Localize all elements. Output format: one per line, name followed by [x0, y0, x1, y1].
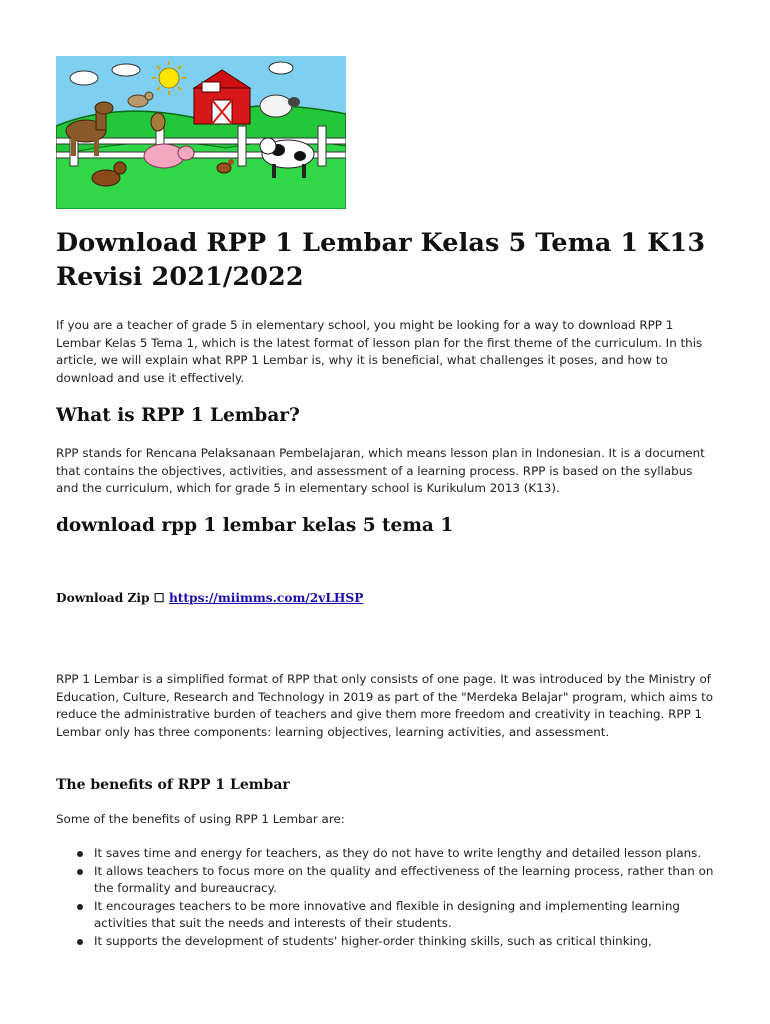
farm-scene-svg — [56, 56, 346, 209]
section-download-paragraph: RPP 1 Lembar is a simplified format of RPP that only consists of one page. It was introduced by the Ministry of Education, Culture, Research and Technology in 2019 as part of the "Merdeka Belajar" program, which aims to reduce the administrative burden of teachers and give them more freedom and creativity in teaching. RPP 1 Lembar only has three components: learning objectives, learning activities, and assessment. — [56, 672, 714, 739]
list-item: It allows teachers to focus more on the quality and effectiveness of the learning process, rather than on the formality and bureaucracy. — [56, 863, 716, 898]
bullet-icon — [77, 869, 83, 875]
intro-paragraph: If you are a teacher of grade 5 in elementary school, you might be looking for a way to download RPP 1 Lembar Kelas 5 Tema 1, which is the latest format of lesson plan for the first theme of the curriculum. In this article, we will explain what RPP 1 Lembar is, why it is beneficial, what challenges it poses, and how to download and use it effectively. — [56, 318, 703, 385]
download-line — [56, 589, 363, 607]
owl-icon — [151, 113, 165, 131]
section-heading-download: download rpp 1 lembar kelas 5 tema 1 — [56, 515, 454, 536]
list-item: It supports the development of students' higher-order thinking skills, such as critical thinking, — [56, 933, 716, 951]
section-heading-what-is: What is RPP 1 Lembar? — [56, 405, 300, 426]
bullet-icon — [77, 851, 83, 857]
list-item: It saves time and energy for teachers, as they do not have to write lengthy and detailed lesson plans. — [56, 845, 716, 863]
benefits-list — [56, 845, 716, 951]
farm-illustration — [56, 56, 346, 209]
section-heading-benefits: The benefits of RPP 1 Lembar — [56, 777, 290, 793]
download-link[interactable]: https://miimms.com/2vLHSP — [168, 591, 364, 605]
download-label: Download Zip ☐ — [56, 591, 169, 605]
list-item: It encourages teachers to be more innovative and flexible in designing and implementing learning activities that suit the needs and interests of their students. — [56, 898, 716, 933]
article-title: Download RPP 1 Lembar Kelas 5 Tema 1 K13 Revisi 2021/2022 — [56, 228, 706, 292]
bullet-icon — [77, 904, 83, 910]
bullet-icon — [77, 939, 83, 945]
benefits-intro: Some of the benefits of using RPP 1 Lembar are: — [56, 812, 345, 826]
section-what-is-paragraph: RPP stands for Rencana Pelaksanaan Pembelajaran, which means lesson plan in Indonesian. It is a document that contains the objectives, activities, and assessment of a learning process. RPP is based on the syllabus and the curriculum, which for grade 5 in elementary school is Kurikulum 2013 (K13). — [56, 446, 705, 496]
